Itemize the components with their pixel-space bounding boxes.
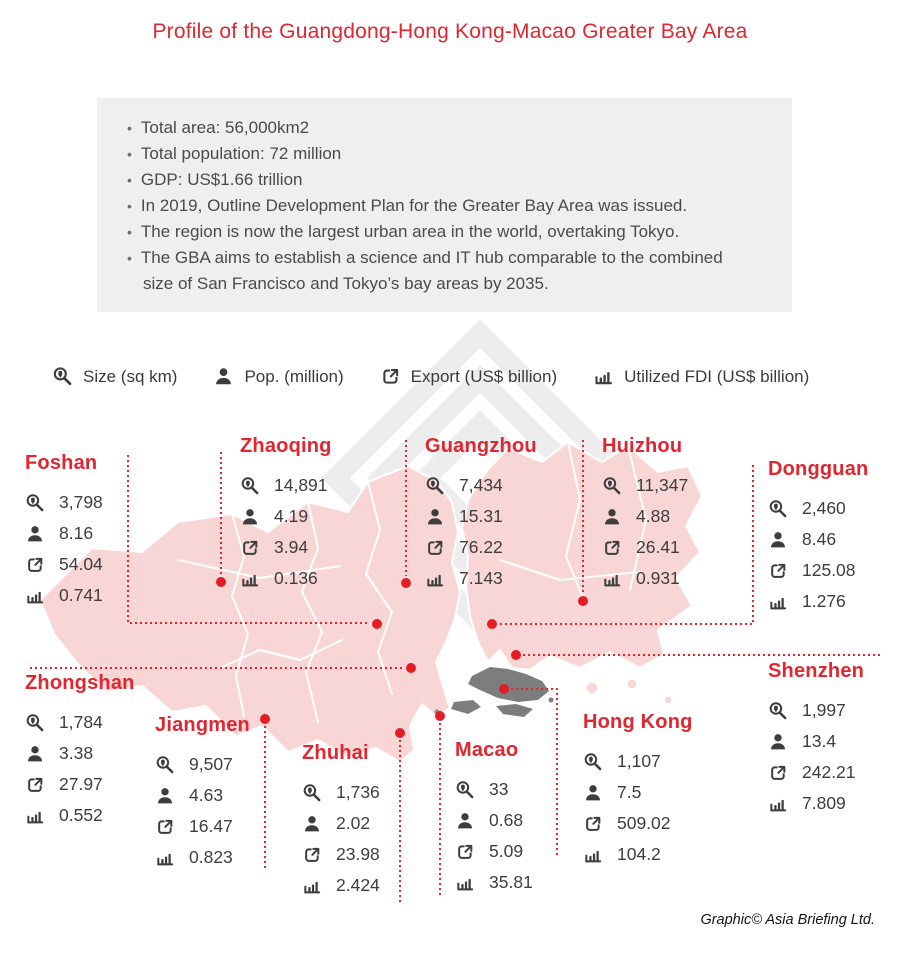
city-block-zhaoqing <box>240 435 332 594</box>
population-value: 2.02 <box>336 813 371 833</box>
population-value: 8.16 <box>59 523 94 543</box>
export-icon <box>380 366 401 387</box>
bar-chart-icon <box>768 592 788 612</box>
population-icon <box>155 786 175 806</box>
map-dot-foshan <box>372 619 382 629</box>
info-bullet: • In 2019, Outline Development Plan for the Greater Bay Area was issued. <box>127 193 756 219</box>
map-dot-macao <box>435 711 445 721</box>
fdi-value: 35.81 <box>489 872 533 892</box>
city-name: Hong Kong <box>583 711 693 733</box>
legend-label: Pop. (million) <box>244 366 344 386</box>
fdi-value: 7.809 <box>802 793 846 813</box>
bar-chart-icon <box>240 569 260 589</box>
bar-chart-icon <box>425 569 445 589</box>
city-name: Shenzhen <box>768 660 865 682</box>
export-value: 5.09 <box>489 841 524 861</box>
size-icon <box>302 783 322 803</box>
info-bullet: • The GBA aims to establish a science and IT hub comparable to the combined size of San Francisco and Tokyo’s bay areas by 2035. <box>127 245 756 297</box>
size-icon <box>155 755 175 775</box>
export-value: 16.47 <box>189 816 233 836</box>
legend-item-export <box>380 366 557 387</box>
export-icon <box>155 817 175 837</box>
population-value: 3.38 <box>59 743 94 763</box>
bar-chart-icon <box>302 876 322 896</box>
export-icon <box>425 538 445 558</box>
size-icon <box>240 476 260 496</box>
city-name: Jiangmen <box>155 714 250 736</box>
population-value: 7.5 <box>617 782 642 802</box>
size-value: 1,107 <box>617 751 661 771</box>
bar-chart-icon <box>25 586 45 606</box>
size-value: 1,736 <box>336 782 380 802</box>
city-name: Macao <box>455 739 519 761</box>
city-block-shenzhen <box>768 660 864 819</box>
size-icon <box>768 499 788 519</box>
population-icon <box>25 744 45 764</box>
map-dot-huizhou <box>578 596 588 606</box>
city-name: Guangzhou <box>425 435 537 457</box>
size-value: 3,798 <box>59 492 103 512</box>
population-icon <box>425 507 445 527</box>
city-block-zhuhai <box>302 742 380 901</box>
export-icon <box>25 555 45 575</box>
size-value: 11,347 <box>636 475 689 495</box>
size-value: 7,434 <box>459 475 503 495</box>
legend <box>52 366 809 387</box>
population-icon <box>602 507 622 527</box>
size-icon <box>602 476 622 496</box>
export-icon <box>25 775 45 795</box>
export-value: 54.04 <box>59 554 103 574</box>
size-icon <box>25 493 45 513</box>
size-icon <box>52 366 73 387</box>
export-icon <box>455 842 475 862</box>
info-bullet: • GDP: US$1.66 trillion <box>127 167 756 193</box>
export-icon <box>240 538 260 558</box>
legend-label: Export (US$ billion) <box>410 366 558 386</box>
export-value: 26.41 <box>636 537 680 557</box>
population-value: 0.68 <box>489 810 524 830</box>
credit-text: Graphic© Asia Briefing Ltd. <box>700 912 875 928</box>
bar-chart-icon <box>25 806 45 826</box>
export-value: 3.94 <box>274 537 309 557</box>
population-value: 4.88 <box>636 506 671 526</box>
city-block-guangzhou <box>425 435 537 594</box>
population-icon <box>583 783 603 803</box>
fdi-value: 1.276 <box>802 591 846 611</box>
map-dot-zhuhai <box>395 728 405 738</box>
legend-item-pop <box>213 366 343 387</box>
fdi-value: 0.931 <box>636 568 680 588</box>
legend-label: Utilized FDI (US$ billion) <box>624 366 810 386</box>
info-bullet: • Total population: 72 million <box>127 141 756 167</box>
bar-chart-icon <box>155 848 175 868</box>
population-icon <box>455 811 475 831</box>
bar-chart-icon <box>583 845 603 865</box>
export-value: 23.98 <box>336 844 380 864</box>
population-value: 4.19 <box>274 506 309 526</box>
map-dot-dongguan <box>487 619 497 629</box>
page-title: Profile of the Guangdong-Hong Kong-Macao Greater Bay Area <box>152 20 748 43</box>
export-value: 27.97 <box>59 774 103 794</box>
size-icon <box>25 713 45 733</box>
size-value: 2,460 <box>802 498 846 518</box>
export-icon <box>302 845 322 865</box>
size-value: 1,784 <box>59 712 103 732</box>
size-value: 1,997 <box>802 700 846 720</box>
export-value: 242.21 <box>802 762 856 782</box>
city-block-dongguan <box>768 458 868 617</box>
fdi-value: 0.136 <box>274 568 318 588</box>
fdi-value: 0.823 <box>189 847 233 867</box>
size-icon <box>425 476 445 496</box>
city-name: Dongguan <box>768 458 869 480</box>
fdi-value: 0.741 <box>59 585 103 605</box>
city-block-macao <box>455 739 533 898</box>
city-block-hongkong <box>583 711 693 870</box>
population-value: 13.4 <box>802 731 837 751</box>
population-icon <box>768 732 788 752</box>
bar-chart-icon <box>593 366 614 387</box>
city-block-jiangmen <box>155 714 250 873</box>
size-value: 33 <box>489 779 509 799</box>
size-value: 14,891 <box>274 475 328 495</box>
city-block-zhongshan <box>25 672 135 831</box>
info-bullet-list <box>127 115 756 297</box>
city-name: Huizhou <box>602 435 683 457</box>
map-dot-guangzhou <box>401 578 411 588</box>
info-box <box>97 98 792 312</box>
map-dot-hongkong <box>499 684 509 694</box>
export-icon <box>602 538 622 558</box>
map-dot-zhongshan <box>406 663 416 673</box>
city-name: Foshan <box>25 452 98 474</box>
city-name: Zhongshan <box>25 672 135 694</box>
city-name: Zhaoqing <box>240 435 332 457</box>
population-value: 15.31 <box>459 506 503 526</box>
bar-chart-icon <box>455 873 475 893</box>
export-icon <box>583 814 603 834</box>
population-icon <box>302 814 322 834</box>
export-value: 509.02 <box>617 813 671 833</box>
map-dot-shenzhen <box>511 650 521 660</box>
legend-item-size <box>52 366 177 387</box>
info-bullet: • Total area: 56,000km2 <box>127 115 756 141</box>
population-icon <box>240 507 260 527</box>
city-name: Zhuhai <box>302 742 369 764</box>
city-block-foshan <box>25 452 103 611</box>
export-icon <box>768 561 788 581</box>
fdi-value: 0.552 <box>59 805 103 825</box>
fdi-value: 2.424 <box>336 875 380 895</box>
bar-chart-icon <box>602 569 622 589</box>
map-dot-zhaoqing <box>216 577 226 587</box>
size-value: 9,507 <box>189 754 233 774</box>
map-dot-jiangmen <box>260 714 270 724</box>
size-icon <box>768 701 788 721</box>
info-bullet: • The region is now the largest urban area in the world, overtaking Tokyo. <box>127 219 756 245</box>
bar-chart-icon <box>768 794 788 814</box>
size-icon <box>455 780 475 800</box>
population-value: 4.63 <box>189 785 224 805</box>
export-value: 76.22 <box>459 537 503 557</box>
population-icon <box>213 366 234 387</box>
export-value: 125.08 <box>802 560 856 580</box>
fdi-value: 104.2 <box>617 844 661 864</box>
export-icon <box>768 763 788 783</box>
population-value: 8.46 <box>802 529 837 549</box>
city-block-huizhou <box>602 435 688 594</box>
population-icon <box>768 530 788 550</box>
legend-item-fdi <box>593 366 809 387</box>
size-icon <box>583 752 603 772</box>
population-icon <box>25 524 45 544</box>
fdi-value: 7.143 <box>459 568 503 588</box>
legend-label: Size (sq km) <box>83 366 178 386</box>
